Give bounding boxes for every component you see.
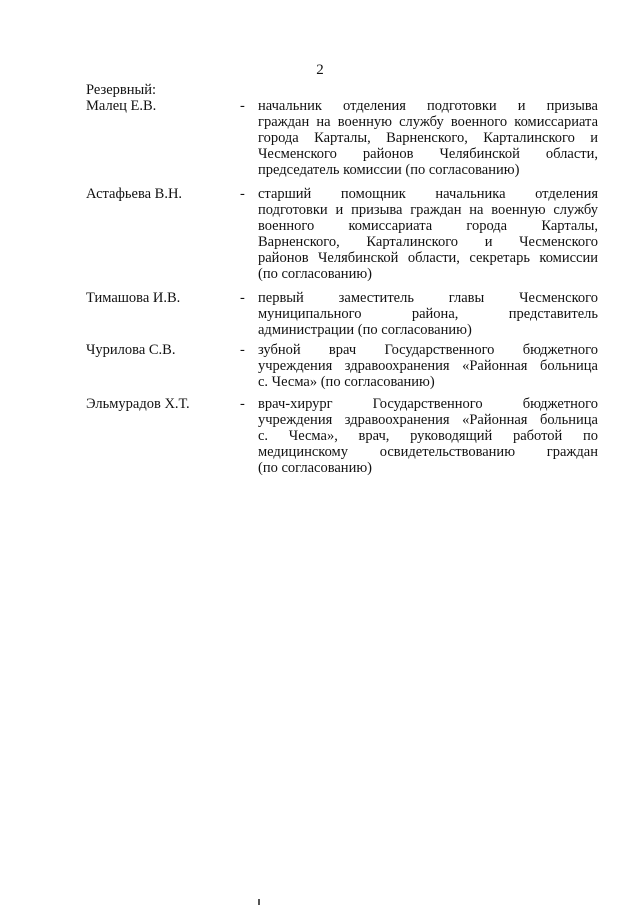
scan-edge-mark [258,899,260,905]
description-line: (по согласованию) [258,460,372,476]
description-line: учреждения здравоохранения «Районная больница [258,358,598,374]
member-name: Малец Е.В. [86,98,157,114]
member-description [258,290,598,338]
description-line: первый заместитель главы Чесменского [258,290,598,306]
description-line: с. Чесма», врач, руководящий работой по [258,428,598,444]
member-description [258,98,598,178]
description-line: председатель комиссии (по согласованию) [258,162,520,178]
member-name: Чурилова С.В. [86,342,176,358]
description-line: администрации (по согласованию) [258,322,472,338]
description-line: Чесменского районов Челябинской области, [258,146,598,162]
member-description [258,396,598,476]
member-description [258,342,598,390]
description-line: медицинскому освидетельствованию граждан [258,444,598,460]
member-dash: - [240,342,245,358]
member-dash: - [240,98,245,114]
member-dash: - [240,290,245,306]
description-line: врач-хирург Государственного бюджетного [258,396,598,412]
member-name: Тимашова И.В. [86,290,181,306]
description-line: Варненского, Карталинского и Чесменского [258,234,598,250]
member-name: Астафьева В.Н. [86,186,183,202]
member-dash: - [240,186,245,202]
page-number: 2 [316,62,324,78]
description-line: города Карталы, Варненского, Карталинского и [258,130,598,146]
reserve-heading: Резервный: [86,82,157,98]
description-line: военного комиссариата города Карталы, [258,218,598,234]
description-line: граждан на военную службу военного комиссариата [258,114,598,130]
description-line: муниципального района, представитель [258,306,598,322]
member-description [258,186,598,282]
description-line: начальник отделения подготовки и призыва [258,98,598,114]
description-line: зубной врач Государственного бюджетного [258,342,598,358]
description-line: с. Чесма» (по согласованию) [258,374,435,390]
description-line: (по согласованию) [258,266,372,282]
member-dash: - [240,396,245,412]
description-line: старший помощник начальника отделения [258,186,598,202]
description-line: учреждения здравоохранения «Районная больница [258,412,598,428]
member-name: Эльмурадов Х.Т. [86,396,190,412]
description-line: районов Челябинской области, секретарь комиссии [258,250,598,266]
description-line: подготовки и призыва граждан на военную службу [258,202,598,218]
